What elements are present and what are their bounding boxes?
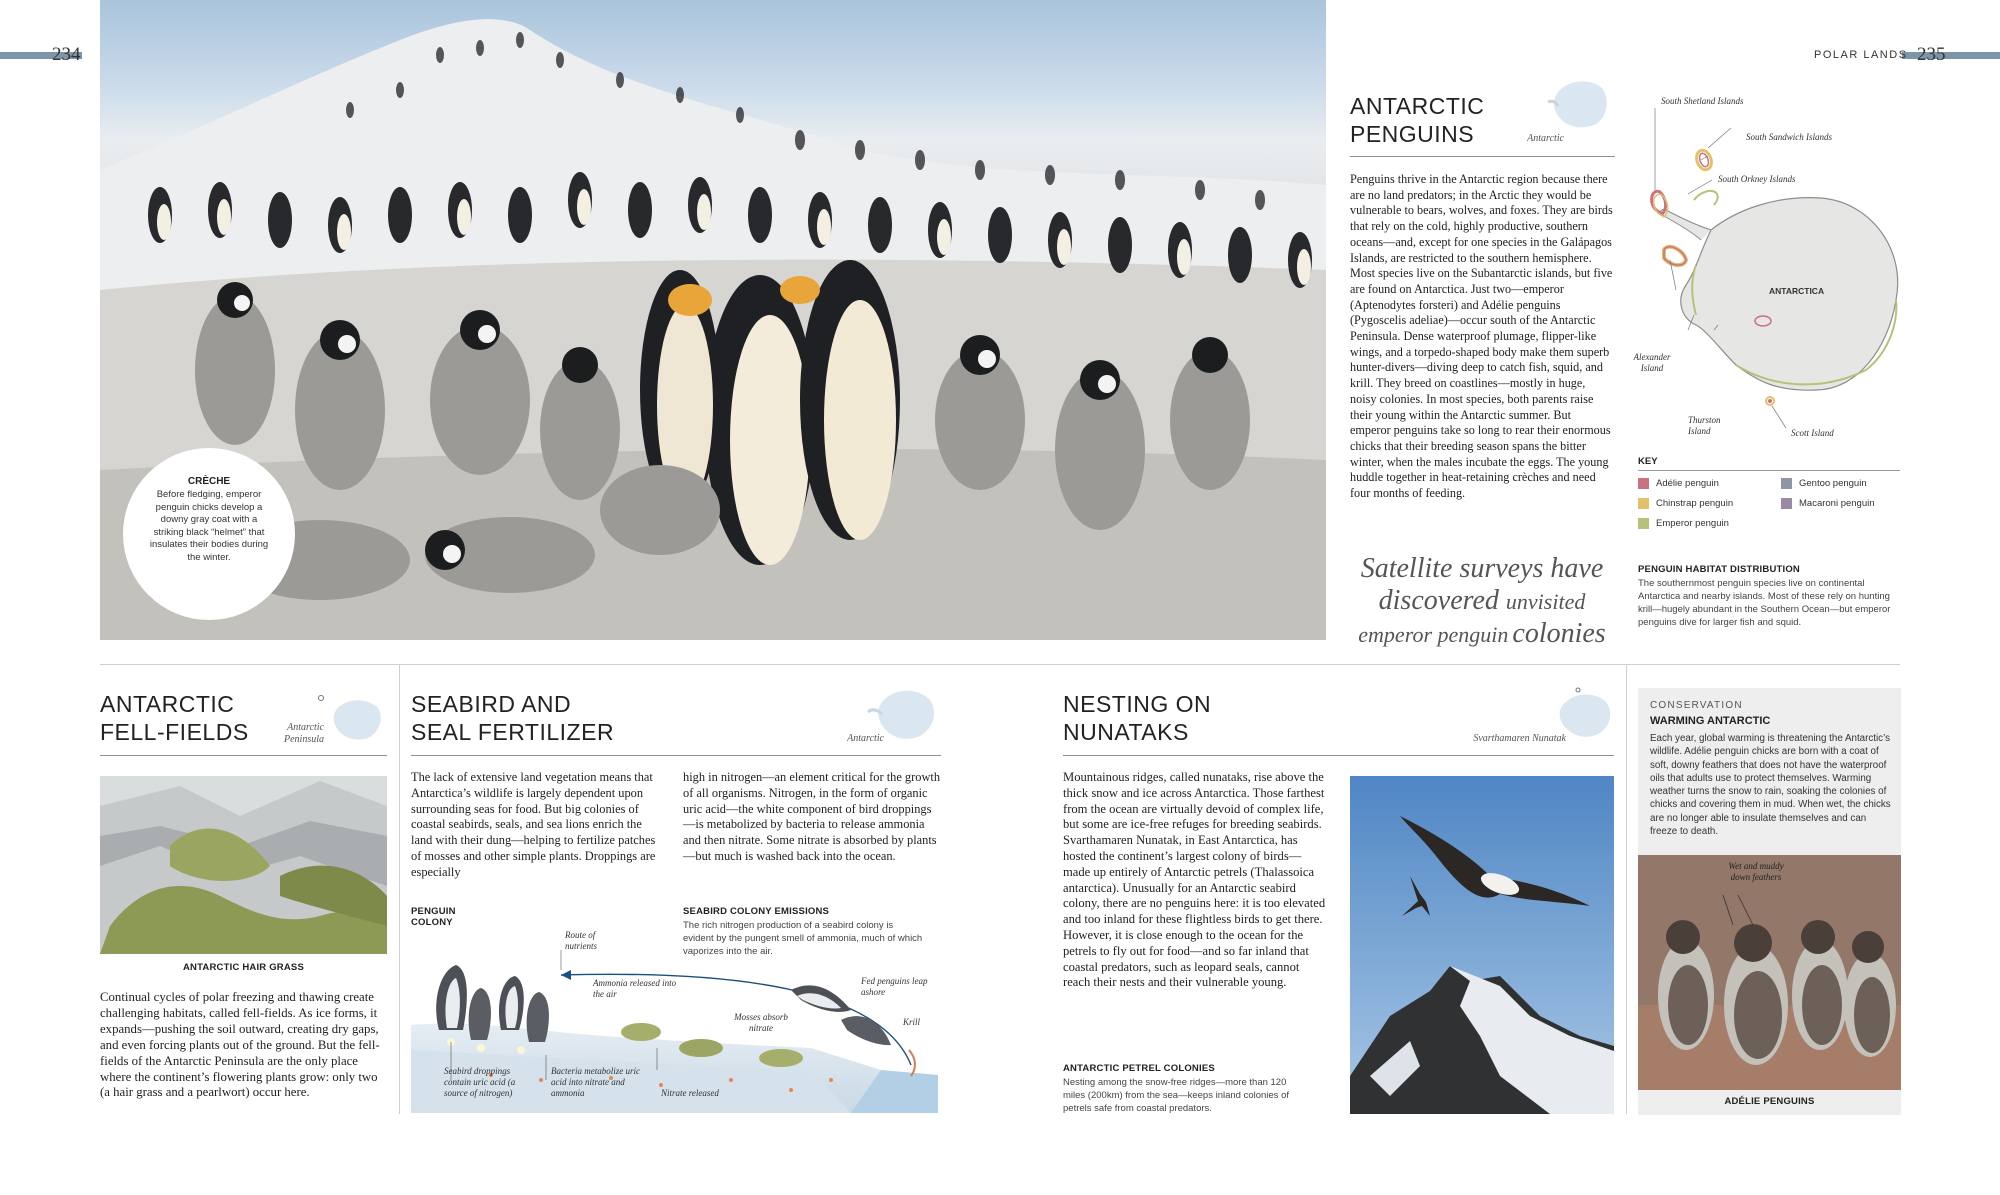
petrel-caption-title: ANTARCTIC PETREL COLONIES: [1063, 1063, 1215, 1074]
key-swatch-chinstrap: [1638, 498, 1649, 509]
key-swatch-adelie: [1638, 478, 1649, 489]
diagram-bacteria-label: Bacteria metabolize uric acid into nitrate and ammonia: [551, 1066, 640, 1098]
hair-grass-photo: [100, 776, 387, 954]
fertilizer-title-rule: [411, 755, 941, 756]
key-swatch-macaroni: [1781, 498, 1792, 509]
fellfields-title: ANTARCTIC FELL-FIELDS: [100, 691, 249, 745]
nunataks-title: NESTING ON NUNATAKS: [1063, 691, 1212, 745]
map-label-antarctica: ANTARCTICA: [1769, 286, 1825, 296]
map-label-thurston: Thurston Island: [1688, 415, 1721, 436]
antarctica-locator-map-penguins: [1540, 72, 1612, 134]
diagram-fed-label: Fed penguins leap ashore: [861, 976, 928, 997]
map-label-scott: Scott Island: [1791, 428, 1834, 438]
map-caption-text: The southernmost penguin species live on continental Antarctica and nearby islands. Most of these rely on hunting krill—hugely abundant in the Southern Ocean—but emperor penguins dive for larger fish and squid.: [1638, 578, 1891, 628]
page-number-right: 235: [1917, 44, 1946, 65]
emissions-text: The rich nitrogen production of a seabird colony is evident by the pungent smell of ammonia, much of which vaporizes into the air.: [683, 920, 923, 957]
conservation-kicker: CONSERVATION: [1650, 700, 1743, 711]
penguin-habitat-map: [1626, 90, 1906, 450]
penguins-title: ANTARCTIC PENGUINS: [1350, 93, 1485, 147]
petrel-over-nunatak-photo: [1350, 776, 1614, 1114]
running-title: POLAR LANDS: [1814, 49, 1908, 61]
key-item-gentoo: Gentoo penguin: [1781, 478, 1867, 489]
adelie-chicks-photo: [1638, 855, 1901, 1090]
antarctica-locator-map-fellfields: [316, 690, 388, 746]
map-key-rule: [1638, 470, 1900, 471]
penguins-title-rule: [1350, 156, 1615, 157]
fertilizer-location: Antarctic: [847, 733, 884, 744]
map-label-south-orkney: South Orkney Islands: [1718, 174, 1796, 184]
map-label-south-shetland: South Shetland Islands: [1661, 96, 1744, 106]
nunataks-location: Svarthamaren Nunatak: [1473, 733, 1566, 744]
column-divider-2: [1626, 664, 1627, 1114]
fellfields-location: Antarctic Peninsula: [284, 722, 324, 745]
fertilizer-col1: The lack of extensive land vegetation means that Antarctica’s wildlife is largely dependent upon surrounding seas for food. But big colonies of coastal seabirds, seals, and sea lions enrich the land with their dung—helping to fertilize patches of mosses and other simple plants. Droppings are especially: [411, 770, 656, 879]
adelie-photo-caption: ADÉLIE PENGUINS: [1724, 1096, 1815, 1107]
conservation-title: WARMING ANTARCTIC: [1650, 715, 1771, 727]
nunataks-body: Mountainous ridges, called nunataks, rise above the thick snow and ice across Antarctica. Those farthest from the ocean are virtually devoid of complex life, but some are ice-free refuges for breeding seabirds. Svarthamaren Nunatak, in East Antarctica, has hosted the continent’s largest colony of birds—made up entirely of Antarctic petrels (Thalassoica antarctica). Unusually for an Antarctic seabird colony, there are no penguins here: it is too elevated and too inland for these flightless birds to get there. However, it is close enough to the ocean for the petrels to fly out for food—and so far inland that coastal predators, such as leopard seals, cannot reach their nests and their vulnerable young.: [1063, 770, 1326, 990]
diagram-mosses-label: Mosses absorb nitrate: [734, 1012, 788, 1033]
section-divider: [100, 664, 1900, 665]
diagram-route-label: Route of nutrients: [565, 930, 598, 951]
key-item-adelie: Adélie penguin: [1638, 478, 1719, 489]
fertilizer-col2: high in nitrogen—an element critical for the growth of all organisms. Nitrogen, in the form of organic uric acid—the white component of bird droppings—is metabolized by bacteria to release ammonia and then nitrate. Some nitrate is absorbed by plants—but much is washed back into the ocean.: [683, 770, 941, 863]
key-swatch-gentoo: [1781, 478, 1792, 489]
page-number-left: 234: [52, 44, 81, 65]
creche-callout-text: Before fledging, emperor penguin chicks develop a downy gray coat with a striking black “helmet” that insulates their bodies during the winter.: [149, 489, 269, 563]
key-item-emperor: Emperor penguin: [1638, 518, 1729, 529]
adelie-photo-label: Wet and muddy down feathers: [1728, 861, 1784, 882]
column-divider-1: [399, 664, 400, 1114]
map-label-alexander: Alexander Island: [1633, 352, 1671, 373]
key-item-macaroni: Macaroni penguin: [1781, 498, 1875, 509]
fellfields-body: Continual cycles of polar freezing and thawing create challenging habitats, called fell-fields. As ice forms, it expands—pushing the soil outward, creating dry gaps, and even forcing plants out of the ground. But the fell-fields of the Antarctic Peninsula are the only place where the continent’s flowering plants grow: only two (a hair grass and a pearlwort) occur here.: [100, 990, 380, 1100]
conservation-text: Each year, global warming is threatening the Antarctic’s wildlife. Adélie penguin chicks are born with a coat of soft, downy feathers that does not have the waterproof oils that adults use to protect themselves. Warming weather turns the snow to rain, soaking the colonies of chicks and covering them in mud. When wet, the chicks are no longer able to insulate themselves and can freeze to death.: [1650, 733, 1891, 838]
nunataks-title-rule: [1063, 755, 1614, 756]
nutrient-cycle-diagram: [411, 930, 938, 1113]
key-item-chinstrap: Chinstrap penguin: [1638, 498, 1733, 509]
diagram-droppings-label: Seabird droppings contain uric acid (a source of nitrogen): [444, 1066, 516, 1098]
map-key-title: KEY: [1638, 456, 1658, 467]
penguins-location: Antarctic: [1527, 133, 1564, 144]
penguin-colony-label: PENGUIN COLONY: [411, 906, 456, 928]
diagram-nitrate-label: Nitrate released: [661, 1088, 719, 1098]
key-swatch-emperor: [1638, 518, 1649, 529]
penguins-quote: Satellite surveys have discovered unvisited emperor penguin colonies: [1358, 553, 1606, 649]
diagram-krill-label: Krill: [903, 1017, 921, 1027]
creche-callout-title: CRÈCHE: [187, 476, 231, 487]
fertilizer-title: SEABIRD AND SEAL FERTILIZER: [411, 691, 615, 745]
hair-grass-caption: ANTARCTIC HAIR GRASS: [183, 962, 304, 973]
penguins-body: Penguins thrive in the Antarctic region because there are no land predators; in the Arctic they would be vulnerable to bears, wolves, and foxes. They are birds that rely on the cold, highly productive, southern oceans—and, except for one species in the Galápagos Islands, are restricted to the southern hemisphere. Most species live on the Subantarctic islands, but five are found on Antarctica. Just two—emperor (Aptenodytes forsteri) and Adélie penguins (Pygoscelis adeliae)—occur south of the Antarctic Peninsula. Dense waterproof plumage, flipper-like wings, and a torpedo-shaped body make them superb hunter-divers—diving deep to catch fish, squid, and krill. They breed on coastlines—mostly in huge, noisy colonies. In most species, both parents raise their young within the Antarctic summer. But emperor penguins take so long to rear their enormous chicks that their breeding season spans the bitter winter, when the males incubate the eggs. The young huddle together in heat-retaining crèches and need four months of feeding.: [1350, 172, 1613, 501]
map-label-south-sandwich: South Sandwich Islands: [1746, 132, 1833, 142]
diagram-ammonia-label: Ammonia released into the air: [593, 978, 677, 999]
creche-callout: [123, 448, 295, 620]
fellfields-title-rule: [100, 755, 387, 756]
emissions-title: SEABIRD COLONY EMISSIONS: [683, 906, 830, 917]
petrel-caption-text: Nesting among the snow-free ridges—more than 120 miles (200km) from the sea—keeps inland colonies of petrels safe from coastal predators.: [1063, 1077, 1289, 1114]
map-caption-title: PENGUIN HABITAT DISTRIBUTION: [1638, 564, 1800, 575]
